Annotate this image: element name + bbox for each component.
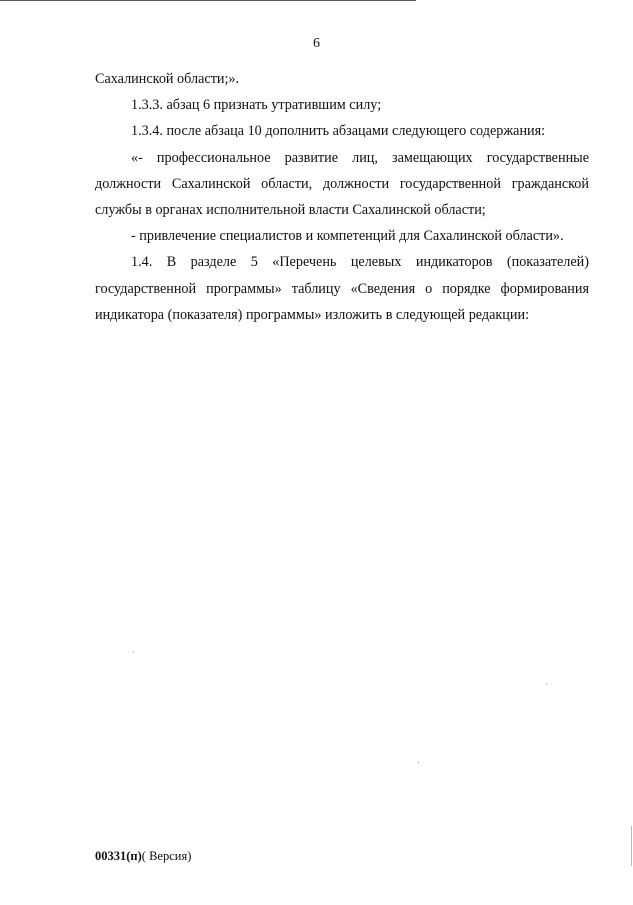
footer-document-code (95, 849, 191, 864)
footer-code-number: 00331(п) (95, 849, 142, 863)
scan-speck (546, 684, 547, 685)
scan-speck (133, 652, 134, 653)
paragraph-1-3-3: 1.3.3. абзац 6 признать утратившим силу; (131, 97, 382, 114)
paragraph-1-4: 1.4. В разделе 5 «Перечень целевых индикаторов (показателей) государственной программы» таблицу «Сведения о порядке формирования индикатора (показателя) программы» изложить в следующей редакции: (95, 254, 589, 323)
page-number: 6 (313, 36, 320, 51)
document-body (95, 66, 589, 328)
scan-edge-line (0, 0, 416, 1)
footer-code-version: ( Версия) (141, 849, 192, 863)
paragraph-1-3-4: 1.3.4. после абзаца 10 дополнить абзацами следующего содержания: (131, 123, 546, 140)
paragraph-continuation: Сахалинской области;». (95, 71, 240, 87)
paragraph-quoted-item-2: - привлечение специалистов и компетенций для Сахалинской области». (131, 228, 564, 245)
scan-edge-mark (631, 826, 632, 866)
paragraph-quoted-item-1: «- профессиональное развитие лиц, замещающих государственные должности Сахалинской области, должности государственной гражданской службы в органах исполнительной власти Сахалинской области; (95, 149, 589, 219)
scan-speck (418, 762, 419, 763)
